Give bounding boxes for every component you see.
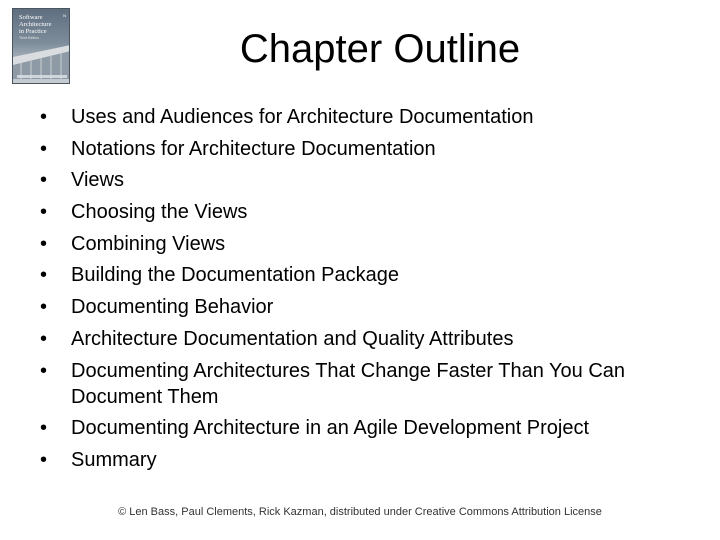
- list-item: [40, 447, 700, 473]
- list-item: [40, 136, 700, 162]
- list-item-text: Documenting Architecture in an Agile Development Project: [71, 417, 590, 440]
- chapter-outline-list: [40, 104, 700, 479]
- bullet-icon: •: [40, 327, 48, 350]
- bullet-icon: •: [40, 448, 48, 471]
- list-item: [40, 358, 700, 410]
- list-item: [40, 167, 700, 193]
- book-cover-edition: Third Edition: [19, 36, 39, 40]
- bullet-icon: •: [40, 264, 48, 287]
- list-item: [40, 199, 700, 225]
- book-cover-author-strip: [17, 75, 67, 78]
- bullet-icon: •: [40, 137, 48, 160]
- list-item-text: Documenting Architectures That Change Faster Than You Can Document Them: [71, 359, 626, 408]
- list-item-text: Combining Views: [71, 232, 226, 255]
- list-item-text: Uses and Audiences for Architecture Documentation: [71, 106, 534, 128]
- list-item: [40, 231, 700, 257]
- list-item: [40, 104, 700, 130]
- list-item: [40, 294, 700, 320]
- bullet-icon: •: [40, 201, 48, 224]
- list-item: [40, 415, 700, 441]
- book-cover-title-line: Architecture: [19, 21, 52, 28]
- book-cover-title-line: Software: [19, 14, 43, 21]
- list-item-text: Notations for Architecture Documentation: [71, 137, 436, 160]
- bullet-icon: •: [40, 417, 48, 440]
- footer-copyright: © Len Bass, Paul Clements, Rick Kazman, distributed under Creative Commons Attribution License: [118, 506, 602, 518]
- bullet-icon: •: [40, 296, 48, 319]
- book-cover-title-line: in Practice: [19, 28, 47, 35]
- bullet-icon: •: [40, 169, 48, 192]
- bullet-icon: •: [40, 359, 48, 382]
- book-cover-number: N: [63, 13, 66, 18]
- list-item-text: Choosing the Views: [71, 201, 248, 224]
- list-item-text: Building the Documentation Package: [71, 264, 399, 287]
- list-item: [40, 262, 700, 288]
- bullet-icon: •: [40, 106, 48, 128]
- list-item-text: Documenting Behavior: [71, 296, 274, 319]
- list-item: [40, 326, 700, 352]
- list-item-text: Summary: [71, 448, 157, 471]
- list-item-text: Views: [71, 169, 124, 192]
- list-item-text: Architecture Documentation and Quality Attributes: [71, 327, 514, 350]
- bullet-icon: •: [40, 232, 48, 255]
- slide-title: Chapter Outline: [239, 27, 521, 71]
